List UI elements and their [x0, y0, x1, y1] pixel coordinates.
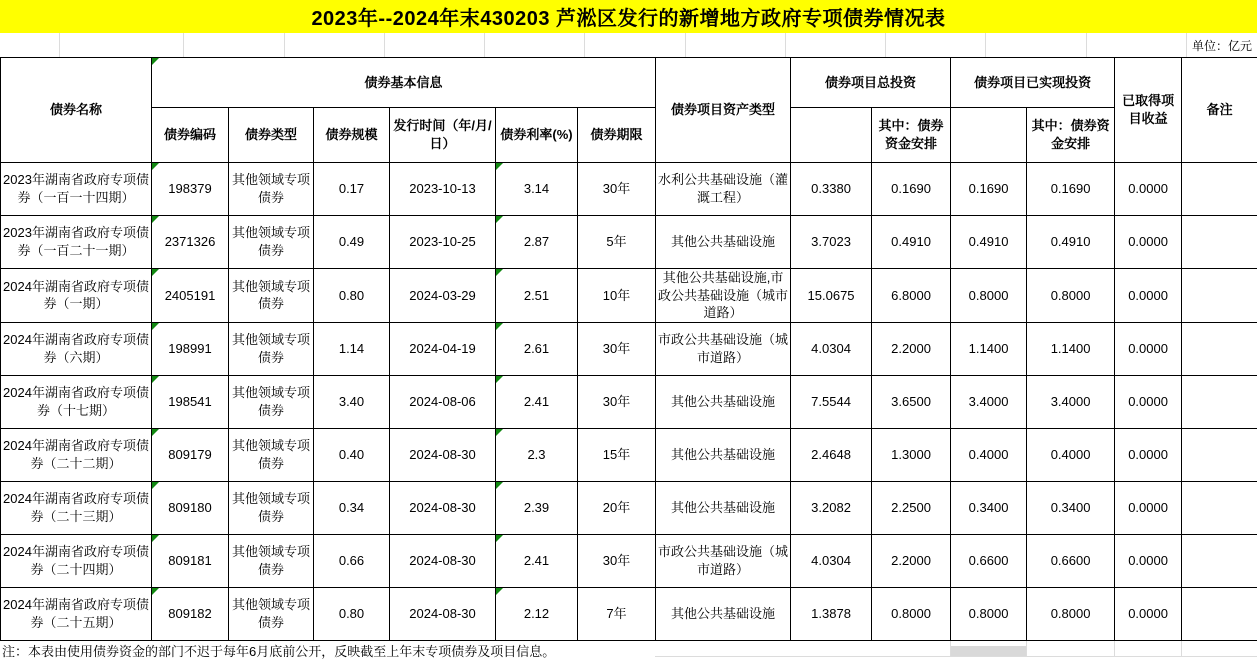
cell-asset-type[interactable]: 其他公共基础设施: [656, 428, 791, 481]
header-total-blank[interactable]: [791, 108, 872, 163]
cell-bond-name[interactable]: 2023年湖南省政府专项债券（一百二十一期）: [1, 216, 152, 269]
cell-bond-rate[interactable]: [496, 481, 578, 534]
header-bond-code[interactable]: 债券编码: [152, 108, 229, 163]
gridline: [786, 33, 886, 57]
cell-issue-date[interactable]: 2024-08-06: [390, 375, 496, 428]
cell-realized-bond-funds[interactable]: 0.4910: [1027, 216, 1115, 269]
header-row-2: [1, 108, 1257, 163]
cell-bond-type[interactable]: 其他领域专项债券: [229, 587, 314, 640]
error-indicator-icon: [496, 269, 503, 276]
header-bond-type[interactable]: 债券类型: [229, 108, 314, 163]
cell-asset-type[interactable]: 市政公共基础设施（城市道路）: [656, 322, 791, 375]
error-indicator-icon: [152, 535, 159, 542]
cell-issue-date[interactable]: 2024-08-30: [390, 481, 496, 534]
cell-total-bond-funds[interactable]: 2.2000: [872, 322, 951, 375]
gridline: [184, 33, 285, 57]
table-row: [1, 587, 1257, 640]
cell-total-investment[interactable]: 15.0675: [791, 269, 872, 323]
bond-code: 2371326: [164, 234, 216, 250]
gridline: [986, 33, 1087, 57]
cell-realized-bond-funds[interactable]: 0.3400: [1027, 481, 1115, 534]
header-bond-term[interactable]: 债券期限: [578, 108, 656, 163]
header-bond-name[interactable]: 债券名称: [1, 58, 152, 163]
cell-bond-code[interactable]: [152, 534, 229, 587]
bond-code: 198541: [168, 393, 212, 409]
error-indicator-icon: [496, 535, 503, 542]
bond-code: 198991: [168, 340, 212, 356]
cell-total-investment[interactable]: 0.3380: [791, 163, 872, 216]
cell-bond-name[interactable]: 2024年湖南省政府专项债券（二十五期）: [1, 587, 152, 640]
header-realized-bond-funds[interactable]: 其中：债券资金安排: [1027, 108, 1115, 163]
cell-bond-code[interactable]: [152, 269, 229, 323]
bond-code: 809179: [168, 446, 212, 462]
bond-code: 198379: [168, 181, 212, 197]
bond-code: 809180: [168, 499, 212, 515]
cell-asset-type[interactable]: 其他公共基础设施: [656, 481, 791, 534]
cell-remark[interactable]: [1182, 375, 1257, 428]
error-indicator-icon: [152, 269, 159, 276]
cell-realized-investment[interactable]: 0.3400: [951, 481, 1027, 534]
gridline: [886, 33, 986, 57]
cell-project-income[interactable]: 0.0000: [1115, 534, 1182, 587]
error-indicator-icon: [496, 588, 503, 595]
unit-row: [0, 33, 1257, 57]
cell-bond-type[interactable]: 其他领域专项债券: [229, 375, 314, 428]
cell-remark[interactable]: [1182, 428, 1257, 481]
bond-table: [0, 57, 1257, 641]
cell-bond-scale[interactable]: 0.66: [314, 534, 390, 587]
cell-bond-rate[interactable]: [496, 163, 578, 216]
cell-total-bond-funds[interactable]: 6.8000: [872, 269, 951, 323]
error-indicator-icon: [152, 482, 159, 489]
cell-bond-type[interactable]: 其他领域专项债券: [229, 163, 314, 216]
cell-total-investment[interactable]: 4.0304: [791, 534, 872, 587]
error-indicator-icon: [152, 216, 159, 223]
bond-rate: 2.39: [523, 499, 550, 515]
table-row: [1, 428, 1257, 481]
cell-bond-code[interactable]: [152, 587, 229, 640]
cell-total-bond-funds[interactable]: 0.1690: [872, 163, 951, 216]
cell-bond-type[interactable]: 其他领域专项债券: [229, 428, 314, 481]
bond-rate: 2.3: [527, 446, 546, 462]
cell-bond-rate[interactable]: [496, 216, 578, 269]
cell-remark[interactable]: [1182, 163, 1257, 216]
cell-bond-type[interactable]: 其他领域专项债券: [229, 322, 314, 375]
gridline: [1181, 641, 1182, 657]
table-row: [1, 534, 1257, 587]
cell-total-investment[interactable]: 3.2082: [791, 481, 872, 534]
cell-realized-bond-funds[interactable]: 0.1690: [1027, 163, 1115, 216]
cell-total-investment[interactable]: 1.3878: [791, 587, 872, 640]
cell-remark[interactable]: [1182, 216, 1257, 269]
cell-bond-code[interactable]: [152, 216, 229, 269]
cell-realized-bond-funds[interactable]: 0.8000: [1027, 269, 1115, 323]
error-indicator-icon: [496, 376, 503, 383]
footnote: 注：本表由使用债券资金的部门不迟于每年6月底前公开，反映截至上年末专项债券及项目信息。: [2, 643, 556, 659]
cell-project-income[interactable]: 0.0000: [1115, 428, 1182, 481]
cell-bond-scale[interactable]: 1.14: [314, 322, 390, 375]
header-row-1: [1, 58, 1257, 108]
cell-bond-type[interactable]: 其他领域专项债券: [229, 269, 314, 323]
bond-rate: 2.87: [523, 234, 550, 250]
cell-realized-investment[interactable]: 0.1690: [951, 163, 1027, 216]
cell-realized-investment[interactable]: 0.8000: [951, 587, 1027, 640]
error-indicator-icon: [152, 323, 159, 330]
error-indicator-icon: [496, 163, 503, 170]
cell-bond-term[interactable]: 20年: [578, 481, 656, 534]
gridline: [686, 33, 786, 57]
cell-issue-date[interactable]: 2023-10-13: [390, 163, 496, 216]
cell-bond-code[interactable]: [152, 481, 229, 534]
cell-total-bond-funds[interactable]: 3.6500: [872, 375, 951, 428]
cell-bond-name[interactable]: 2024年湖南省政府专项债券（二十二期）: [1, 428, 152, 481]
cell-bond-scale[interactable]: 0.34: [314, 481, 390, 534]
cell-bond-term[interactable]: 5年: [578, 216, 656, 269]
bond-rate: 3.14: [523, 181, 550, 197]
gridline: [385, 33, 485, 57]
gridline: [285, 33, 385, 57]
cell-bond-code[interactable]: [152, 375, 229, 428]
cell-realized-investment[interactable]: 0.8000: [951, 269, 1027, 323]
cell-bond-name[interactable]: 2024年湖南省政府专项债券（二十四期）: [1, 534, 152, 587]
error-indicator-icon: [496, 216, 503, 223]
cell-total-bond-funds[interactable]: 0.8000: [872, 587, 951, 640]
cell-remark[interactable]: [1182, 534, 1257, 587]
cell-bond-scale[interactable]: 0.40: [314, 428, 390, 481]
cell-bond-scale[interactable]: 0.80: [314, 587, 390, 640]
bond-rate: 2.12: [523, 605, 550, 621]
header-realized-investment[interactable]: 债券项目已实现投资: [951, 58, 1115, 108]
cell-remark[interactable]: [1182, 481, 1257, 534]
cell-bond-scale[interactable]: 0.49: [314, 216, 390, 269]
cell-realized-investment[interactable]: 1.1400: [951, 322, 1027, 375]
cell-bond-code[interactable]: [152, 428, 229, 481]
header-total-bond-funds[interactable]: 其中：债券资金安排: [872, 108, 951, 163]
error-indicator-icon: [496, 429, 503, 436]
bond-code: 2405191: [164, 287, 216, 303]
cell-remark[interactable]: [1182, 322, 1257, 375]
cell-bond-type[interactable]: 其他领域专项债券: [229, 216, 314, 269]
header-realized-blank[interactable]: [951, 108, 1027, 163]
cell-total-bond-funds[interactable]: 2.2500: [872, 481, 951, 534]
cell-total-investment[interactable]: 2.4648: [791, 428, 872, 481]
gridline: [1114, 641, 1115, 657]
cell-bond-type[interactable]: 其他领域专项债券: [229, 534, 314, 587]
cell-bond-term[interactable]: 30年: [578, 375, 656, 428]
table-row: [1, 269, 1257, 323]
cell-asset-type[interactable]: 其他公共基础设施: [656, 375, 791, 428]
bond-rate: 2.41: [523, 552, 550, 568]
header-basic-info-label: 债券基本信息: [364, 74, 443, 90]
header-bond-rate[interactable]: 债券利率(%): [496, 108, 578, 163]
cell-bond-scale[interactable]: 0.80: [314, 269, 390, 323]
cell-bond-term[interactable]: 30年: [578, 163, 656, 216]
table-row: [1, 375, 1257, 428]
table-row: [1, 216, 1257, 269]
cell-bond-type[interactable]: 其他领域专项债券: [229, 481, 314, 534]
cell-issue-date[interactable]: 2024-04-19: [390, 322, 496, 375]
cell-bond-rate[interactable]: [496, 587, 578, 640]
cell-issue-date[interactable]: 2024-08-30: [390, 534, 496, 587]
cell-bond-code[interactable]: [152, 322, 229, 375]
header-project-income[interactable]: 已取得项目收益: [1115, 58, 1182, 163]
cell-bond-code[interactable]: [152, 163, 229, 216]
cell-project-income[interactable]: 0.0000: [1115, 587, 1182, 640]
cell-asset-type[interactable]: 市政公共基础设施（城市道路）: [656, 534, 791, 587]
unit-label: 单位：亿元: [1191, 39, 1252, 53]
error-indicator-icon: [152, 376, 159, 383]
cell-issue-date[interactable]: 2024-08-30: [390, 428, 496, 481]
header-total-investment[interactable]: 债券项目总投资: [791, 58, 951, 108]
cell-realized-bond-funds[interactable]: 0.4000: [1027, 428, 1115, 481]
bond-code: 809182: [168, 605, 212, 621]
cell-bond-term[interactable]: 15年: [578, 428, 656, 481]
cell-project-income[interactable]: 0.0000: [1115, 216, 1182, 269]
cell-bond-term[interactable]: 30年: [578, 534, 656, 587]
error-indicator-icon: [496, 323, 503, 330]
cell-asset-type[interactable]: 其他公共基础设施,市政公共基础设施（城市道路）: [656, 269, 791, 323]
cell-total-investment[interactable]: 3.7023: [791, 216, 872, 269]
cell-project-income[interactable]: 0.0000: [1115, 163, 1182, 216]
cell-asset-type[interactable]: 其他公共基础设施: [656, 216, 791, 269]
cell-bond-term[interactable]: 7年: [578, 587, 656, 640]
error-indicator-icon: [152, 163, 159, 170]
gridline: [60, 33, 184, 57]
table-row: [1, 322, 1257, 375]
header-remark[interactable]: 备注: [1182, 58, 1257, 163]
error-indicator-icon: [152, 588, 159, 595]
cell-total-bond-funds[interactable]: 2.2000: [872, 534, 951, 587]
cell-total-investment[interactable]: 7.5544: [791, 375, 872, 428]
header-issue-date[interactable]: 发行时间（年/月/日）: [390, 108, 496, 163]
cell-asset-type[interactable]: 其他公共基础设施: [656, 587, 791, 640]
cell-bond-rate[interactable]: [496, 428, 578, 481]
cell-bond-term[interactable]: 10年: [578, 269, 656, 323]
cell-bond-name[interactable]: 2024年湖南省政府专项债券（二十三期）: [1, 481, 152, 534]
cell-project-income[interactable]: 0.0000: [1115, 481, 1182, 534]
cell-remark[interactable]: [1182, 269, 1257, 323]
cell-total-bond-funds[interactable]: 1.3000: [872, 428, 951, 481]
cell-bond-name[interactable]: 2024年湖南省政府专项债券（一期）: [1, 269, 152, 323]
footer-row: [0, 641, 1257, 657]
cell-bond-rate[interactable]: [496, 534, 578, 587]
bond-code: 809181: [168, 552, 212, 568]
cell-remark[interactable]: [1182, 587, 1257, 640]
gridline: [655, 656, 1257, 657]
gridline: [1087, 33, 1187, 57]
cell-realized-bond-funds[interactable]: 0.6600: [1027, 534, 1115, 587]
cell-total-bond-funds[interactable]: 0.4910: [872, 216, 951, 269]
gridline: [585, 33, 686, 57]
cell-realized-investment[interactable]: 0.6600: [951, 534, 1027, 587]
gridline: [485, 33, 585, 57]
error-indicator-icon: [152, 429, 159, 436]
cell-bond-scale[interactable]: 0.17: [314, 163, 390, 216]
bond-rate: 2.61: [523, 340, 550, 356]
cell-realized-bond-funds[interactable]: 3.4000: [1027, 375, 1115, 428]
cell-bond-name[interactable]: 2024年湖南省政府专项债券（六期）: [1, 322, 152, 375]
table-row: [1, 163, 1257, 216]
cell-bond-term[interactable]: 30年: [578, 322, 656, 375]
cell-realized-investment[interactable]: 0.4000: [951, 428, 1027, 481]
cell-project-income[interactable]: 0.0000: [1115, 269, 1182, 323]
cell-issue-date[interactable]: 2023-10-25: [390, 216, 496, 269]
cell-project-income[interactable]: 0.0000: [1115, 322, 1182, 375]
header-bond-scale[interactable]: 债券规模: [314, 108, 390, 163]
header-asset-type[interactable]: 债券项目资产类型: [656, 58, 791, 163]
bond-rate: 2.51: [523, 287, 550, 303]
gridline: [0, 33, 60, 57]
error-indicator-icon: [496, 482, 503, 489]
cell-issue-date[interactable]: 2024-03-29: [390, 269, 496, 323]
cell-realized-bond-funds[interactable]: 0.8000: [1027, 587, 1115, 640]
cell-realized-bond-funds[interactable]: 1.1400: [1027, 322, 1115, 375]
cell-bond-rate[interactable]: [496, 269, 578, 323]
cell-bond-rate[interactable]: [496, 322, 578, 375]
header-basic-info[interactable]: [152, 58, 656, 108]
gridline: [950, 641, 951, 657]
cell-realized-investment[interactable]: 3.4000: [951, 375, 1027, 428]
cell-realized-investment[interactable]: 0.4910: [951, 216, 1027, 269]
gridline: [1026, 641, 1027, 657]
error-indicator-icon: [152, 58, 159, 65]
cell-issue-date[interactable]: 2024-08-30: [390, 587, 496, 640]
cell-bond-scale[interactable]: 3.40: [314, 375, 390, 428]
cell-total-investment[interactable]: 4.0304: [791, 322, 872, 375]
cell-bond-rate[interactable]: [496, 375, 578, 428]
cell-project-income[interactable]: 0.0000: [1115, 375, 1182, 428]
bond-rate: 2.41: [523, 393, 550, 409]
cell-bond-name[interactable]: 2023年湖南省政府专项债券（一百一十四期）: [1, 163, 152, 216]
page-title: 2023年--2024年末430203 芦淞区发行的新增地方政府专项债券情况表: [0, 0, 1257, 33]
cell-asset-type[interactable]: 水利公共基础设施（灌溉工程）: [656, 163, 791, 216]
table-row: [1, 481, 1257, 534]
cell-bond-name[interactable]: 2024年湖南省政府专项债券（十七期）: [1, 375, 152, 428]
